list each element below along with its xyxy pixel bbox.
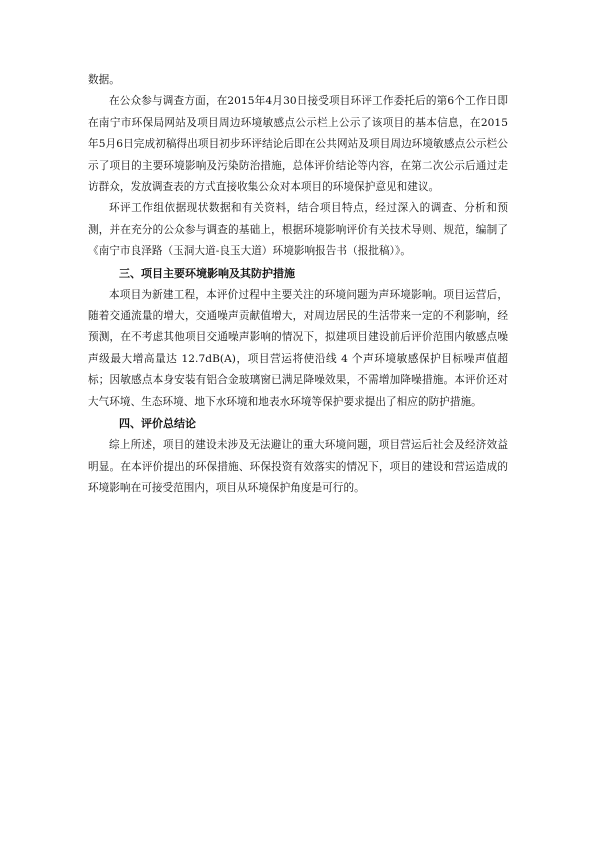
- paragraph-public-participation: 在公众参与调查方面，在2015年4月30日接受项目环评工作委托后的第6个工作日即在南宁市环保局网站及项目周边环境敏感点公示栏上公示了该项目的基本信息，在2015年5月6日完成初稿得出项目初步环评结论后即在公共网站及项目周边环境敏感点公示栏公示了项目的主要环境影响及污染防治措施，总体评价结论等内容，在第二次公示后通过走访群众，发放调查表的方式直接收集公众对本项目的环境保护意见和建议。: [88, 95, 508, 194]
- paragraph-report-compilation: 环评工作组依据现状数据和有关资料，结合项目特点，经过深入的调查、分析和预测，并在充分的公众参与调查的基础上，根据环境影响评价有关技术导则、规范，编制了《南宁市良泽路（玉洞大道-良玉大道）环境影响报告书（报批稿）》。: [88, 202, 508, 258]
- section-heading-3: 三、项目主要环境影响及其防护措施: [119, 266, 295, 280]
- document-page: [88, 70, 508, 499]
- paragraph-environmental-impacts: 本项目为新建工程，本评价过程中主要关注的环境问题为声环境影响。项目运营后，随着交通流量的增大，交通噪声贡献值增大，对周边居民的生活带来一定的不利影响，经预测，在不考虑其他项目交通噪声影响的情况下，拟建项目建设前后评价范围内敏感点噪声级最大增高量达 12.7dB(A)，项目营运将使沿线 4 个声环境敏感保护目标噪声值超标；因敏感点本身安装有铝合金玻璃窗已满足降噪效果，不需增加降噪措施。本评价还对大气环境、生态环境、地下水环境和地表水环境等保护要求提出了相应的防护措施。: [88, 288, 508, 408]
- paragraph-conclusion: 综上所述，项目的建设未涉及无法避让的重大环境问题，项目营运后社会及经济效益明显。在本评价提出的环保措施、环保投资有效落实的情况下，项目的建设和营运造成的环境影响在可接受范围内，项目从环境保护角度是可行的。: [88, 439, 508, 494]
- paragraph-continuation: 数据。: [88, 74, 120, 86]
- section-heading-4: 四、评价总结论: [119, 417, 196, 431]
